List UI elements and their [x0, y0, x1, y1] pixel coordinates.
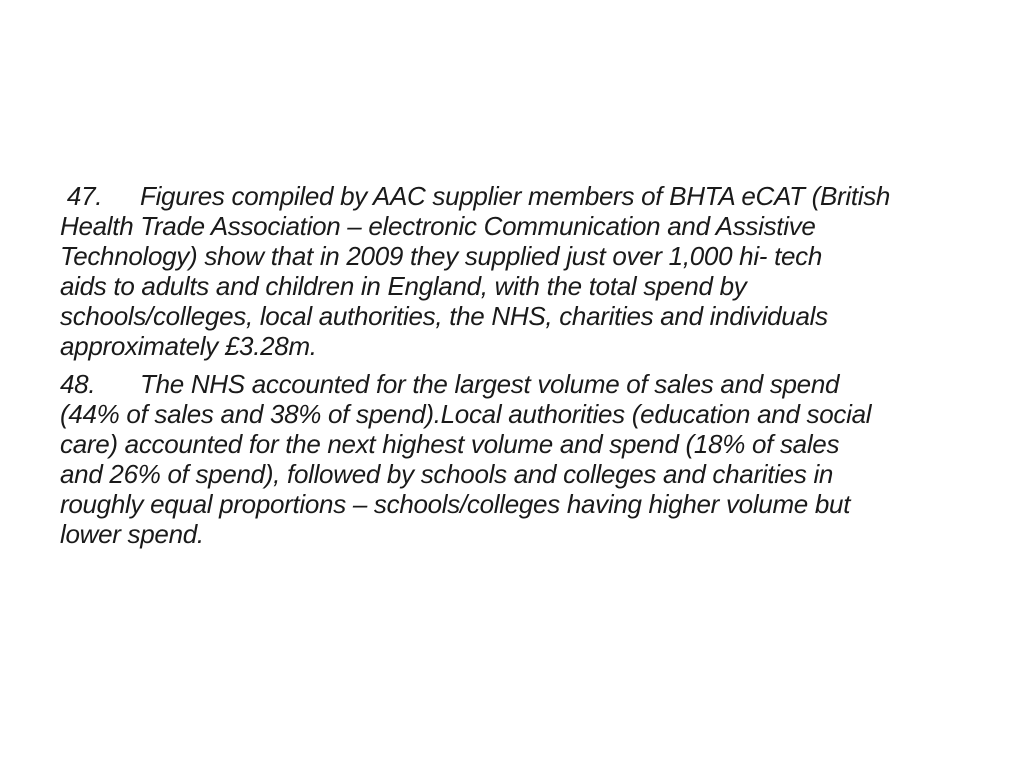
- paragraph-47: [60, 181, 984, 361]
- paragraph-number: 48.: [60, 369, 96, 399]
- paragraph-line: [60, 181, 984, 211]
- body-text-block: [60, 181, 984, 557]
- paragraph-number: 47.: [60, 181, 103, 211]
- paragraph-line: roughly equal proportions – schools/colleges having higher volume but: [60, 489, 851, 519]
- paragraph-line: and 26% of spend), followed by schools and colleges and charities in: [60, 459, 834, 489]
- paragraph-line: [60, 369, 984, 399]
- paragraph-line: (44% of sales and 38% of spend).Local authorities (education and social: [60, 399, 872, 429]
- paragraph-line: lower spend.: [60, 519, 204, 549]
- paragraph-line: aids to adults and children in England, with the total spend by: [60, 271, 747, 301]
- paragraph-48: [60, 369, 984, 549]
- paragraph-line-text: Figures compiled by AAC supplier members of BHTA eCAT (British: [140, 181, 891, 211]
- paragraph-line: Health Trade Association – electronic Communication and Assistive: [60, 211, 816, 241]
- paragraph-line-text: The NHS accounted for the largest volume of sales and spend: [140, 369, 840, 399]
- paragraph-line: schools/colleges, local authorities, the NHS, charities and individuals: [60, 301, 828, 331]
- paragraph-line: approximately £3.28m.: [60, 331, 317, 361]
- paragraph-line: care) accounted for the next highest volume and spend (18% of sales: [60, 429, 840, 459]
- paragraph-line: Technology) show that in 2009 they supplied just over 1,000 hi- tech: [60, 241, 823, 271]
